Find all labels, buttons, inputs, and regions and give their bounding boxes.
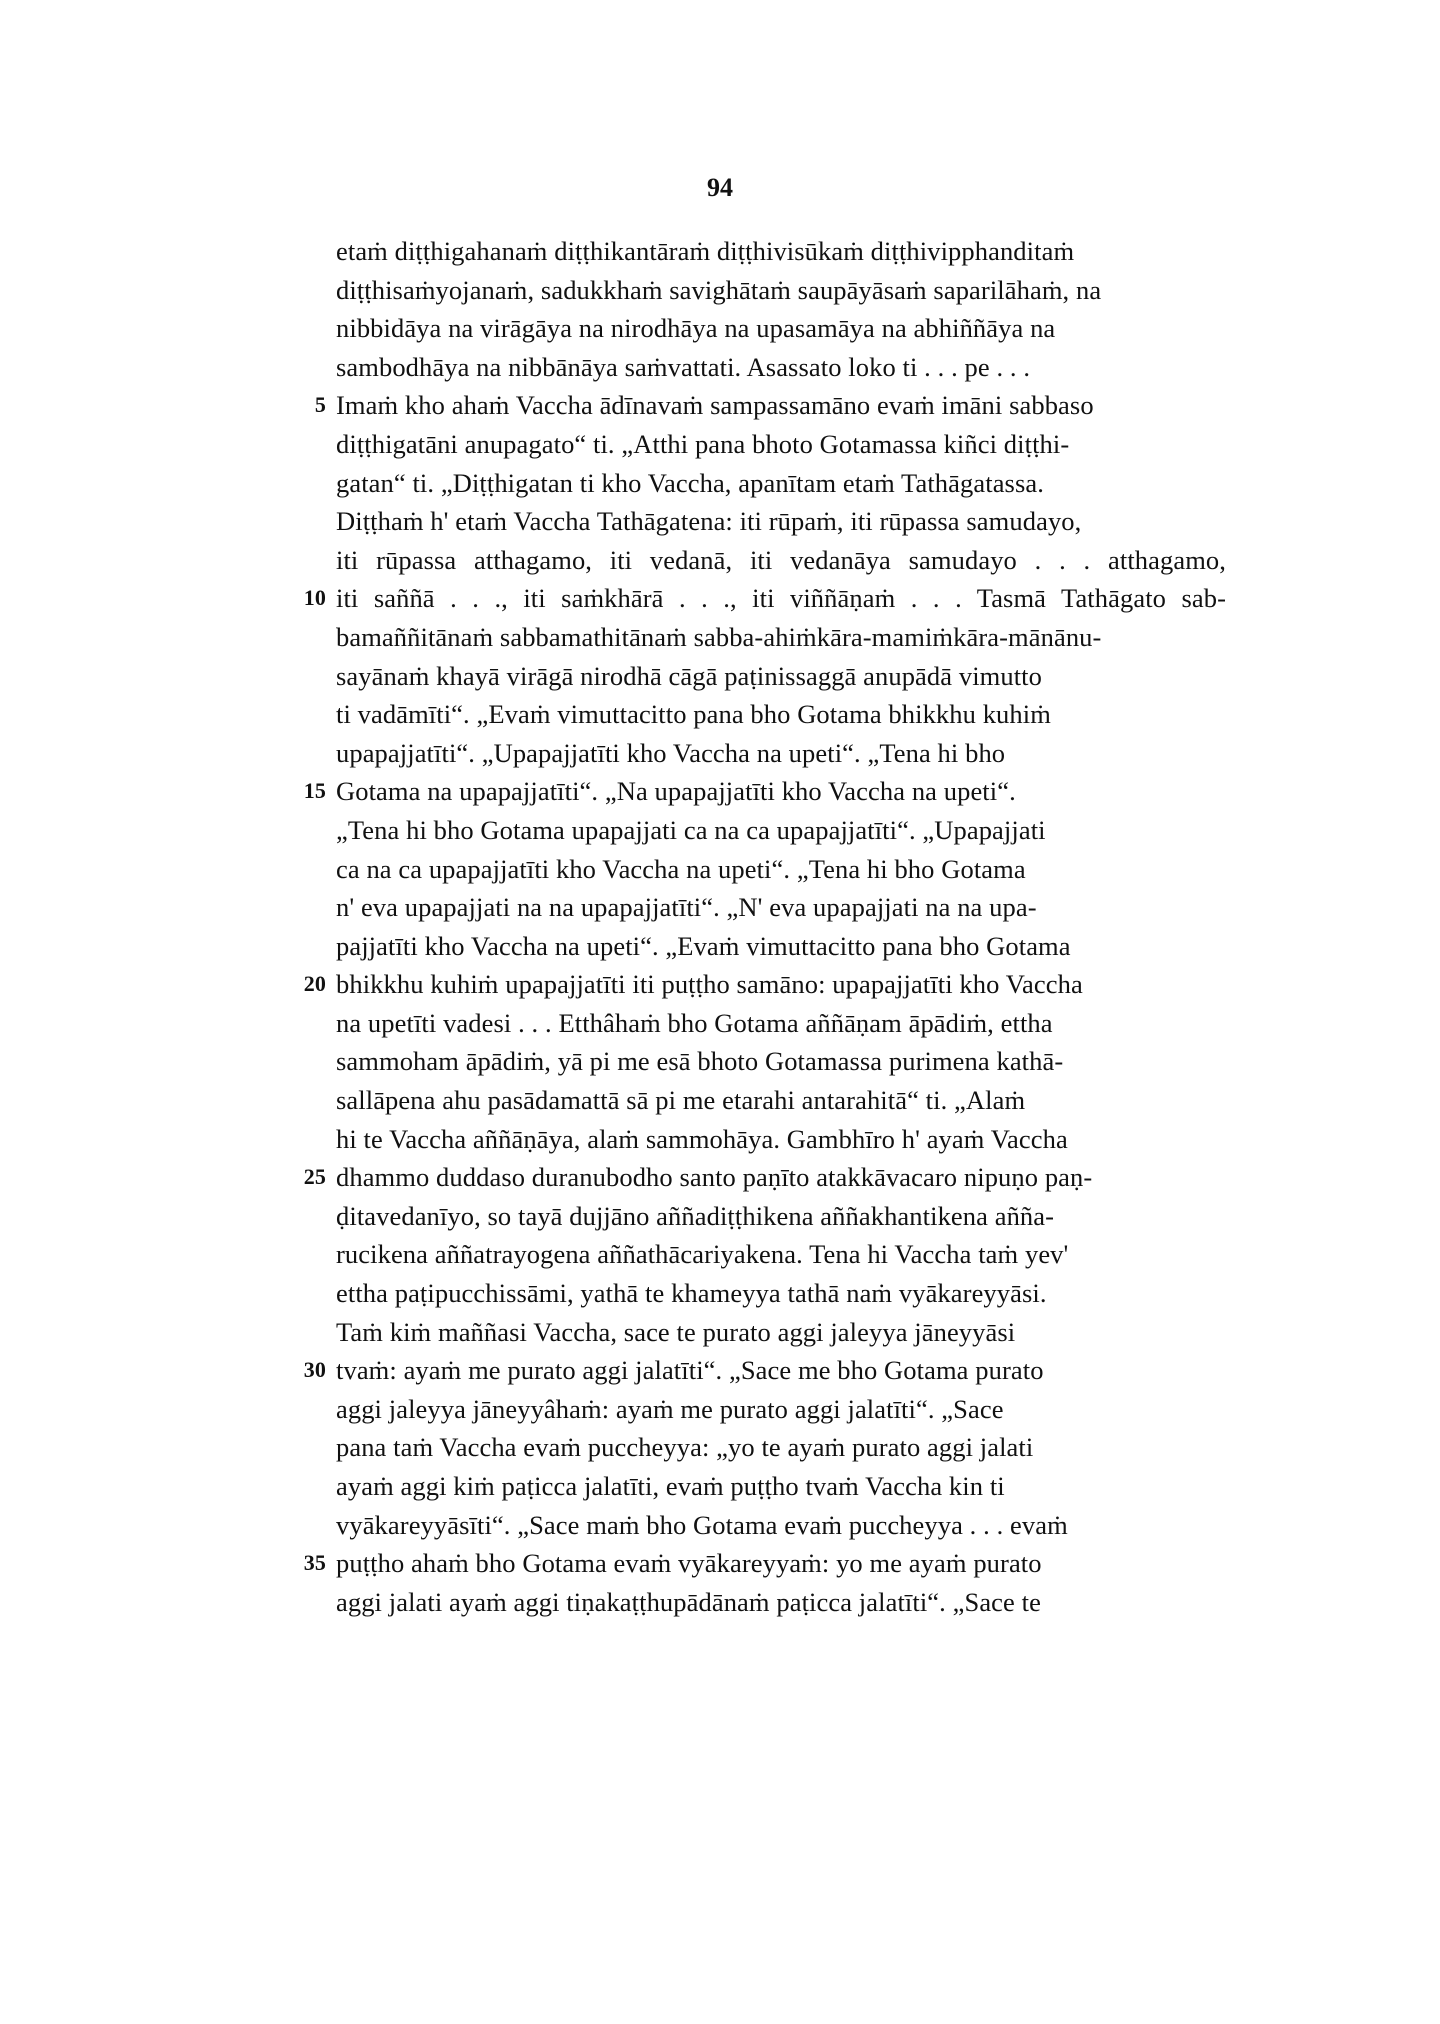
text-line (336, 734, 1226, 773)
text-line (336, 657, 1226, 696)
text-line (336, 811, 1226, 850)
line-text: sambodhāya na nibbānāya saṁvattati. Asassato loko ti . . . pe . . . (336, 351, 1031, 382)
line-text: „Tena hi bho Gotama upapajjati ca na ca upapajjatīti“. „Upapajjati (336, 814, 1046, 845)
line-text: iti rūpassa atthagamo, iti vedanā, iti vedanāya samudayo . . . atthagamo, (336, 544, 1226, 575)
line-text: ca na ca upapajjatīti kho Vaccha na upeti“. „Tena hi bho Gotama (336, 853, 1026, 884)
line-text: n' eva upapajjati na na upapajjatīti“. „N' eva upapajjati na na upa- (336, 892, 1037, 923)
line-text: Imaṁ kho ahaṁ Vaccha ādīnavaṁ sampassamāno evaṁ imāni sabbaso (336, 390, 1094, 421)
text-line (336, 618, 1226, 657)
text-line (336, 1042, 1226, 1081)
text-line (336, 464, 1226, 503)
text-line (336, 1004, 1226, 1043)
line-text: ti vadāmīti“. „Evaṁ vimuttacitto pana bho Gotama bhikkhu kuhiṁ (336, 699, 1051, 730)
line-text: vyākareyyāsīti“. „Sace maṁ bho Gotama evaṁ puccheyya . . . evaṁ (336, 1509, 1068, 1540)
line-text: diṭṭhisaṁyojanaṁ, sadukkhaṁ savighātaṁ saupāyāsaṁ saparilāhaṁ, na (336, 274, 1102, 305)
text-line (336, 1313, 1226, 1352)
line-text: bamaññitānaṁ sabbamathitānaṁ sabba-ahiṁkāra-mamiṁkāra-mānānu- (336, 621, 1102, 652)
line-text: ettha paṭipucchissāmi, yathā te khameyya tathā naṁ vyākareyyāsi. (336, 1278, 1047, 1309)
text-line (336, 1235, 1226, 1274)
text-line (336, 695, 1226, 734)
text-line (303, 579, 1226, 618)
line-text: gatan“ ti. „Diṭṭhigatan ti kho Vaccha, apanītam etaṁ Tathāgatassa. (336, 467, 1044, 498)
line-number: 20 (303, 971, 326, 997)
line-text: rucikena aññatrayogena aññathācariyakena. Tena hi Vaccha taṁ yev' (336, 1239, 1069, 1270)
text-line (336, 502, 1226, 541)
line-text: Diṭṭhaṁ h' etaṁ Vaccha Tathāgatena: iti rūpaṁ, iti rūpassa samudayo, (336, 506, 1082, 537)
line-text: pajjatīti kho Vaccha na upeti“. „Evaṁ vimuttacitto pana bho Gotama (336, 930, 1071, 961)
page-number: 94 (707, 173, 733, 202)
text-line (336, 1197, 1226, 1236)
text-line (336, 1583, 1226, 1622)
line-text: dhammo duddaso duranubodho santo paṇīto atakkāvacaro nipuṇo paṇ- (336, 1162, 1093, 1193)
line-text: Gotama na upapajjatīti“. „Na upapajjatīti kho Vaccha na upeti“. (336, 776, 1016, 807)
text-line (336, 888, 1226, 927)
line-text: sammoham āpādiṁ, yā pi me esā bhoto Gotamassa purimena kathā- (336, 1046, 1064, 1077)
line-text: upapajjatīti“. „Upapajjatīti kho Vaccha na upeti“. „Tena hi bho (336, 737, 1006, 768)
text-line (336, 1390, 1226, 1429)
text-line (336, 541, 1226, 580)
text-line (336, 1120, 1226, 1159)
line-text: diṭṭhigatāni anupagato“ ti. „Atthi pana bhoto Gotamassa kiñci diṭṭhi- (336, 428, 1070, 459)
line-number: 30 (303, 1357, 326, 1383)
text-line (336, 1467, 1226, 1506)
line-text: etaṁ diṭṭhigahanaṁ diṭṭhikantāraṁ diṭṭhivisūkaṁ diṭṭhivipphanditaṁ (336, 236, 1075, 266)
text-line (314, 386, 1226, 425)
text-line (336, 271, 1226, 310)
text-line (303, 1351, 1226, 1390)
line-text: pana taṁ Vaccha evaṁ puccheyya: „yo te ayaṁ purato aggi jalati (336, 1432, 1034, 1463)
line-text: nibbidāya na virāgāya na nirodhāya na upasamāya na abhiññāya na (336, 313, 1056, 344)
line-number: 15 (303, 778, 326, 804)
line-text: ḍitavedanīyo, so tayā dujjāno aññadiṭṭhikena aññakhantikena añña- (336, 1200, 1055, 1231)
line-number: 5 (314, 392, 326, 418)
text-line (336, 425, 1226, 464)
line-number: 25 (303, 1164, 326, 1190)
text-line (303, 1158, 1226, 1197)
line-number: 10 (303, 585, 326, 611)
text-line (336, 1506, 1226, 1545)
line-text: tvaṁ: ayaṁ me purato aggi jalatīti“. „Sace me bho Gotama purato (336, 1355, 1044, 1386)
line-text: hi te Vaccha aññāṇāya, alaṁ sammohāya. Gambhīro h' ayaṁ Vaccha (336, 1123, 1068, 1154)
line-text: sayānaṁ khayā virāgā nirodhā cāgā paṭinissaggā anupādā vimutto (336, 660, 1042, 691)
line-text: iti saññā . . ., iti saṁkhārā . . ., iti viññāṇaṁ . . . Tasmā Tathāgato sab- (336, 583, 1226, 614)
text-line (336, 1274, 1226, 1313)
text-line (303, 965, 1226, 1004)
body-text (303, 232, 1226, 1621)
line-text: ayaṁ aggi kiṁ paṭicca jalatīti, evaṁ puṭṭho tvaṁ Vaccha kin ti (336, 1471, 1005, 1501)
line-text: bhikkhu kuhiṁ upapajjatīti iti puṭṭho samāno: upapajjatīti kho Vaccha (336, 969, 1083, 1000)
text-line (336, 927, 1226, 966)
text-line (303, 772, 1226, 811)
text-line (336, 1428, 1226, 1467)
text-line (336, 348, 1226, 387)
text-line (303, 1544, 1226, 1583)
line-text: Taṁ kiṁ maññasi Vaccha, sace te purato aggi jaleyya jāneyyāsi (336, 1316, 1016, 1347)
line-text: na upetīti vadesi . . . Etthâhaṁ bho Gotama aññāṇam āpādiṁ, ettha (336, 1007, 1053, 1038)
line-number: 35 (303, 1550, 326, 1576)
line-text: puṭṭho ahaṁ bho Gotama evaṁ vyākareyyaṁ: yo me ayaṁ purato (336, 1548, 1042, 1579)
text-line (336, 232, 1226, 271)
line-text: aggi jalati ayaṁ aggi tiṇakaṭṭhupādānaṁ paṭicca jalatīti“. „Sace te (336, 1586, 1041, 1617)
text-line (336, 309, 1226, 348)
text-line (336, 1081, 1226, 1120)
text-line (336, 850, 1226, 889)
line-text: aggi jaleyya jāneyyâhaṁ: ayaṁ me purato aggi jalatīti“. „Sace (336, 1393, 1004, 1424)
line-text: sallāpena ahu pasādamattā sā pi me etarahi antarahitā“ ti. „Alaṁ (336, 1085, 1026, 1116)
